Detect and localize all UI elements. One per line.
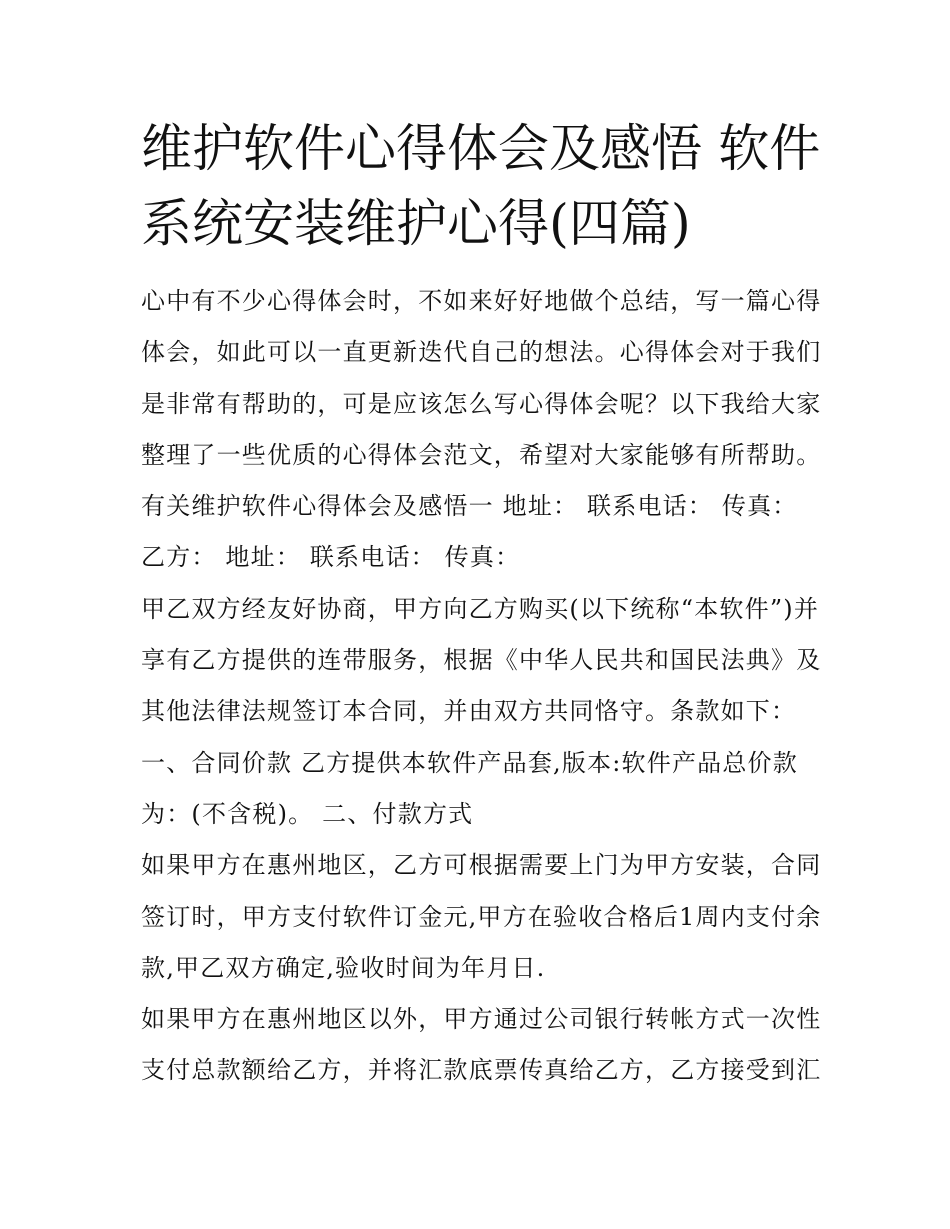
- body-line: 款,甲乙双方确定,验收时间为年月日.: [141, 953, 546, 982]
- body-line: 一、合同价款 乙方提供本软件产品套,版本:软件产品总价款: [141, 748, 798, 777]
- body-line: 签订时，甲方支付软件订金元,甲方在验收合格后1周内支付余: [141, 902, 822, 931]
- body-line: 支付总款额给乙方，并将汇款底票传真给乙方，乙方接受到汇: [141, 1056, 822, 1085]
- title-line: 维护软件心得体会及感悟 软件: [141, 120, 821, 179]
- body-line: 体会，如此可以一直更新迭代自己的想法。心得体会对于我们: [141, 338, 822, 367]
- document-body: [141, 276, 831, 1097]
- body-line: 甲乙双方经友好协商，甲方向乙方购买(以下统称“本软件”)并: [141, 594, 820, 623]
- body-line: 其他法律法规签订本合同，并由双方共同恪守。条款如下：: [141, 697, 797, 726]
- body-line: 为：(不含税)。 二、付款方式: [141, 799, 474, 828]
- body-line: 乙方： 地址： 联系电话： 传真：: [141, 543, 521, 572]
- title-line: 系统安装维护心得(四篇): [141, 195, 691, 254]
- body-line: 如果甲方在惠州地区，乙方可根据需要上门为甲方安装，合同: [141, 851, 822, 880]
- body-line: 享有乙方提供的连带服务，根据《中华人民共和国民法典》及: [141, 646, 822, 675]
- body-line: 如果甲方在惠州地区以外，甲方通过公司银行转帐方式一次性: [141, 1005, 822, 1034]
- body-line: 有关维护软件心得体会及感悟一 地址： 联系电话： 传真：: [141, 492, 798, 521]
- body-line: 是非常有帮助的，可是应该怎么写心得体会呢？以下我给大家: [141, 389, 822, 418]
- document-title: [141, 112, 821, 262]
- body-line: 整理了一些优质的心得体会范文，希望对大家能够有所帮助。: [141, 440, 822, 469]
- body-line: 心中有不少心得体会时，不如来好好地做个总结，写一篇心得: [141, 287, 822, 315]
